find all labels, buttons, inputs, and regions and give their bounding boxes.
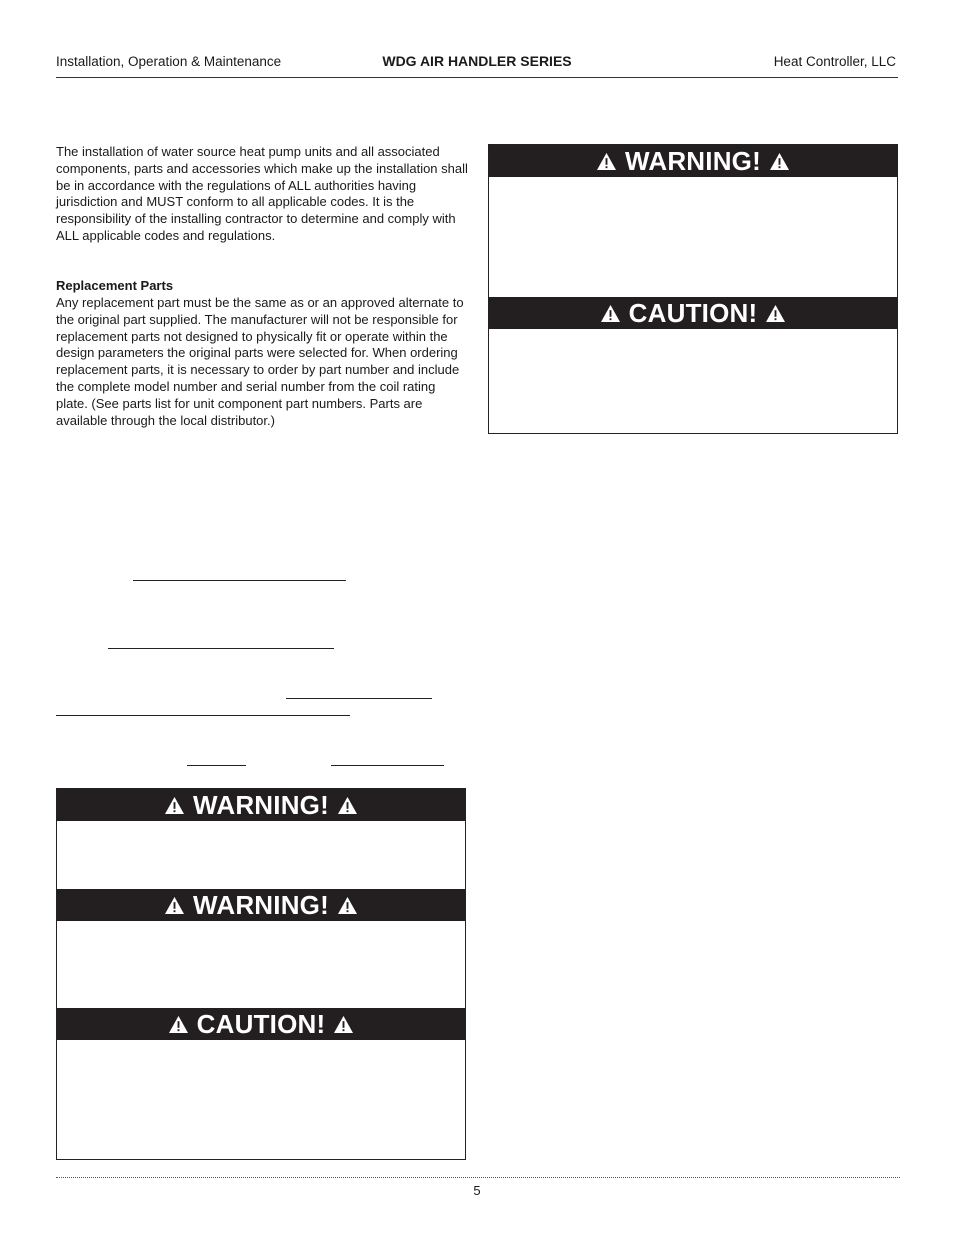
- warning-triangle-icon: [164, 896, 185, 915]
- header-divider: [56, 77, 898, 78]
- intro-paragraph: The installation of water source heat pump units and all associated components, parts and accessories which make up the installation shall be in accordance with the regulations of ALL authorities having jurisdiction and MUST conform to all applicable codes. It is the responsibility of the installing contractor to determine and comply with ALL applicable codes and regulations.: [56, 144, 468, 243]
- caution-triangle-icon: [600, 304, 621, 323]
- page-number: 5: [473, 1183, 481, 1198]
- right-caution-label: CAUTION!: [628, 297, 758, 328]
- right-safety-box: [488, 144, 898, 434]
- header-doc-type: Installation, Operation & Maintenance: [56, 54, 282, 69]
- right-warning-banner: [489, 145, 897, 177]
- left-warning-label-2: WARNING!: [193, 889, 329, 920]
- caution-triangle-icon: [765, 304, 786, 323]
- left-caution-label: CAUTION!: [196, 1008, 326, 1039]
- underline-6: [331, 765, 444, 766]
- underline-4: [56, 715, 350, 716]
- caution-triangle-icon: [333, 1015, 354, 1034]
- underline-3: [286, 698, 432, 699]
- left-warning-label-1: WARNING!: [193, 789, 329, 820]
- header-company: Heat Controller, LLC: [773, 54, 896, 69]
- left-safety-box: [56, 788, 466, 1160]
- caution-triangle-icon: [168, 1015, 189, 1034]
- footer-divider: [56, 1177, 900, 1178]
- underline-1: [133, 580, 346, 581]
- warning-triangle-icon: [337, 896, 358, 915]
- left-warning-banner-2: [57, 889, 465, 921]
- replacement-parts-paragraph: Any replacement part must be the same as or an approved alternate to the original part supplied. The manufacturer will not be responsible for replacement parts not designed to physically fit or operate within the design parameters the original parts were selected for. When ordering replacement parts, it is necessary to order by part number and include the complete model number and serial number from the coil rating plate. (See parts list for unit component part numbers. Parts are available through the local distributor.): [56, 295, 464, 428]
- left-warning-banner-1: [57, 789, 465, 821]
- warning-triangle-icon: [164, 796, 185, 815]
- warning-triangle-icon: [596, 152, 617, 171]
- header-series-title: WDG AIR HANDLER SERIES: [382, 53, 572, 69]
- underline-5: [187, 765, 246, 766]
- right-warning-label: WARNING!: [625, 145, 761, 176]
- right-caution-banner: [489, 297, 897, 329]
- replacement-parts-heading: Replacement Parts: [56, 278, 174, 293]
- underline-2: [108, 648, 334, 649]
- warning-triangle-icon: [769, 152, 790, 171]
- warning-triangle-icon: [337, 796, 358, 815]
- left-caution-banner: [57, 1008, 465, 1040]
